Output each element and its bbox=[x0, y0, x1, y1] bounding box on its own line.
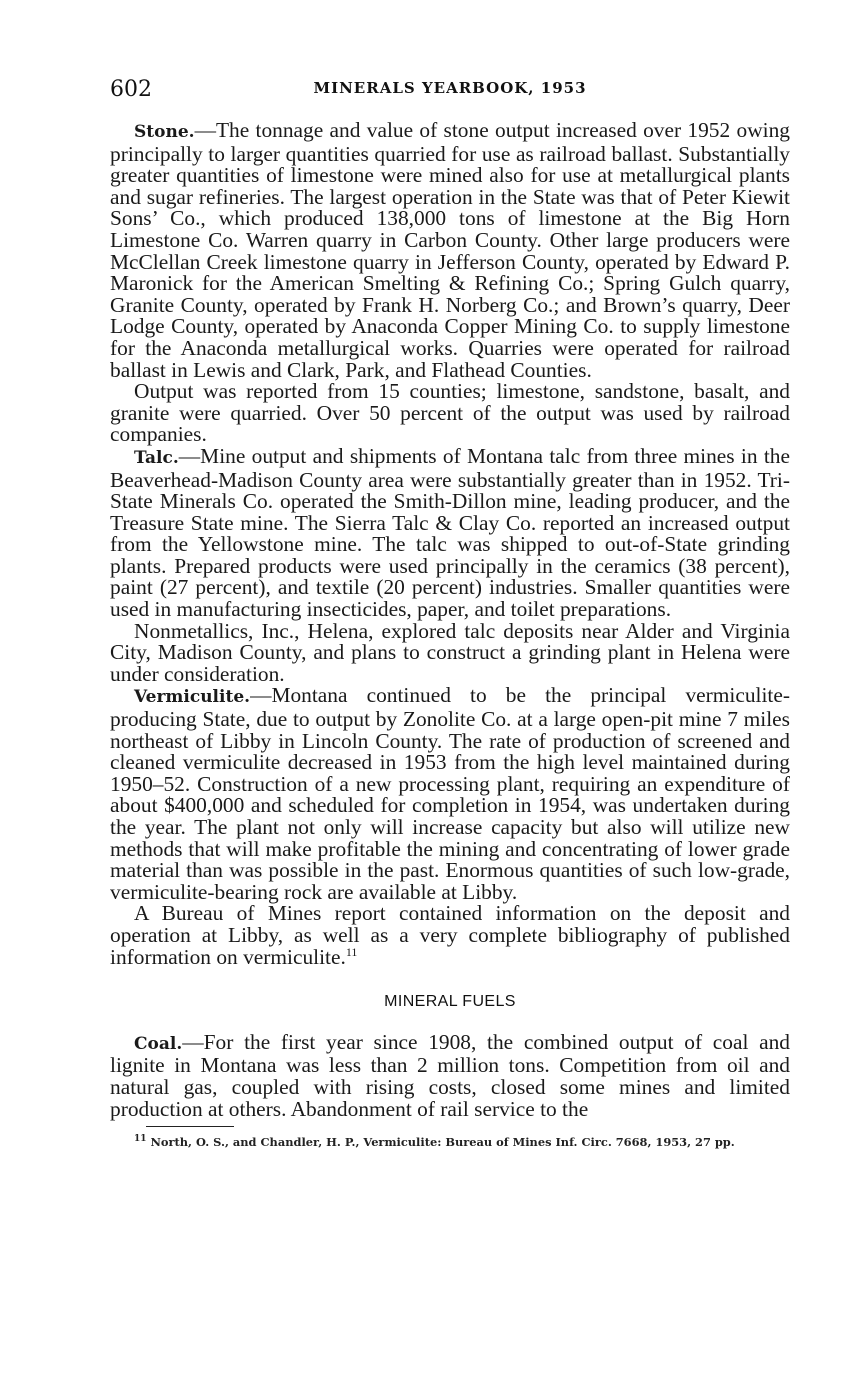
vermiculite-title: Vermiculite. bbox=[134, 687, 251, 708]
body-text bbox=[110, 120, 790, 1120]
coal-paragraph bbox=[110, 1029, 790, 1121]
stone-paragraph bbox=[110, 120, 790, 381]
stone-output-paragraph bbox=[110, 381, 790, 446]
page-number: 602 bbox=[110, 77, 152, 102]
footnote bbox=[110, 1132, 790, 1149]
footnote-marker: 11 bbox=[134, 1134, 147, 1145]
talc-nonmetallics-paragraph bbox=[110, 618, 790, 686]
footnote-text: North, O. S., and Chandler, H. P., Vermiculite: Bureau of Mines Inf. Circ. 7668, 1953, 27 pp. bbox=[150, 1134, 735, 1149]
page-header bbox=[110, 76, 790, 106]
footnote-reference: 11 bbox=[345, 944, 358, 959]
page bbox=[110, 76, 790, 1149]
stone-title: Stone. bbox=[134, 122, 195, 142]
talc-title: Talc. bbox=[134, 447, 179, 468]
section-heading-mineral-fuels: MINERAL FUELS bbox=[384, 993, 516, 1011]
stone-output-text: Output was reported from 15 counties; limestone, sandstone, basalt, and granite were quarried. Over 50 percent of the output was used by railroad companies. bbox=[110, 379, 790, 447]
talc-paragraph bbox=[110, 443, 790, 622]
coal-text: —For the first year since 1908, the combined output of coal and lignite in Montana was less than 2 million tons. Competition from oil and natural gas, coupled with rising costs, closed some mines and limited production at others. Abandonment of rail service to the bbox=[110, 1029, 790, 1121]
vermiculite-report-paragraph bbox=[110, 903, 790, 968]
vermiculite-paragraph bbox=[110, 685, 790, 903]
coal-title: Coal. bbox=[134, 1033, 183, 1054]
footnote-divider bbox=[146, 1126, 234, 1127]
vermiculite-text: —Montana continued to be the principal vermiculite-producing State, due to output by Zonolite Co. at a large open-pit mine 7 miles northeast of Libby in Lincoln County. The rate of production of screened and cleaned vermiculite decreased in 1953 from the high level maintained during 1950–52. Construction of a new processing plant, requiring an expenditure of about $400,000 and scheduled for completion in 1954, was undertaken during the year. The plant not only will increase capacity but also will utilize new methods that will make profitable the mining and concentrating of lower grade material than was possible in the past. Enormous quantities of such low-grade, vermiculite-bearing rock are available at Libby. bbox=[110, 683, 790, 904]
talc-nonmetallics-text: Nonmetallics, Inc., Helena, explored talc deposits near Alder and Virginia City, Madison County, and plans to construct a grinding plant in Helena were under consideration. bbox=[110, 618, 790, 686]
vermiculite-report-text: A Bureau of Mines report contained information on the deposit and operation at Libby, as well as a very complete bibliography of published information on vermiculite. bbox=[110, 901, 790, 969]
talc-text: —Mine output and shipments of Montana talc from three mines in the Beaverhead-Madison County area were substantially greater than in 1952. Tri-State Minerals Co. operated the Smith-Dillon mine, leading producer, and the Treasure State mine. The Sierra Talc & Clay Co. reported an increased output from the Yellowstone mine. The talc was shipped to out-of-State grinding plants. Prepared products were used principally in the ceramics (38 percent), paint (27 percent), and textile (20 percent) industries. Smaller quantities were used in manufacturing insecticides, paper, and toilet preparations. bbox=[110, 443, 790, 622]
stone-text: —The tonnage and value of stone output increased over 1952 owing principally to larger quantities quarried for use as railroad ballast. Substantially greater quantities of limestone were mined also for use at metallurgical plants and sugar refineries. The largest operation in the State was that of Peter Kiewit Sons’ Co., which produced 138,000 tons of limestone at the Big Horn Limestone Co. Warren quarry in Carbon County. Other large producers were McClellan Creek limestone quarry in Jefferson County, operated by Edward P. Maronick for the American Smelting & Refining Co.; Spring Gulch quarry, Granite County, operated by Frank H. Norberg Co.; and Brown’s quarry, Deer Lodge County, operated by Anaconda Copper Mining Co. to supply limestone for the Anaconda metallurgical works. Quarries were operated for railroad ballast in Lewis and Clark, Park, and Flathead Counties. bbox=[110, 118, 790, 382]
running-head: MINERALS YEARBOOK, 1953 bbox=[313, 79, 587, 97]
